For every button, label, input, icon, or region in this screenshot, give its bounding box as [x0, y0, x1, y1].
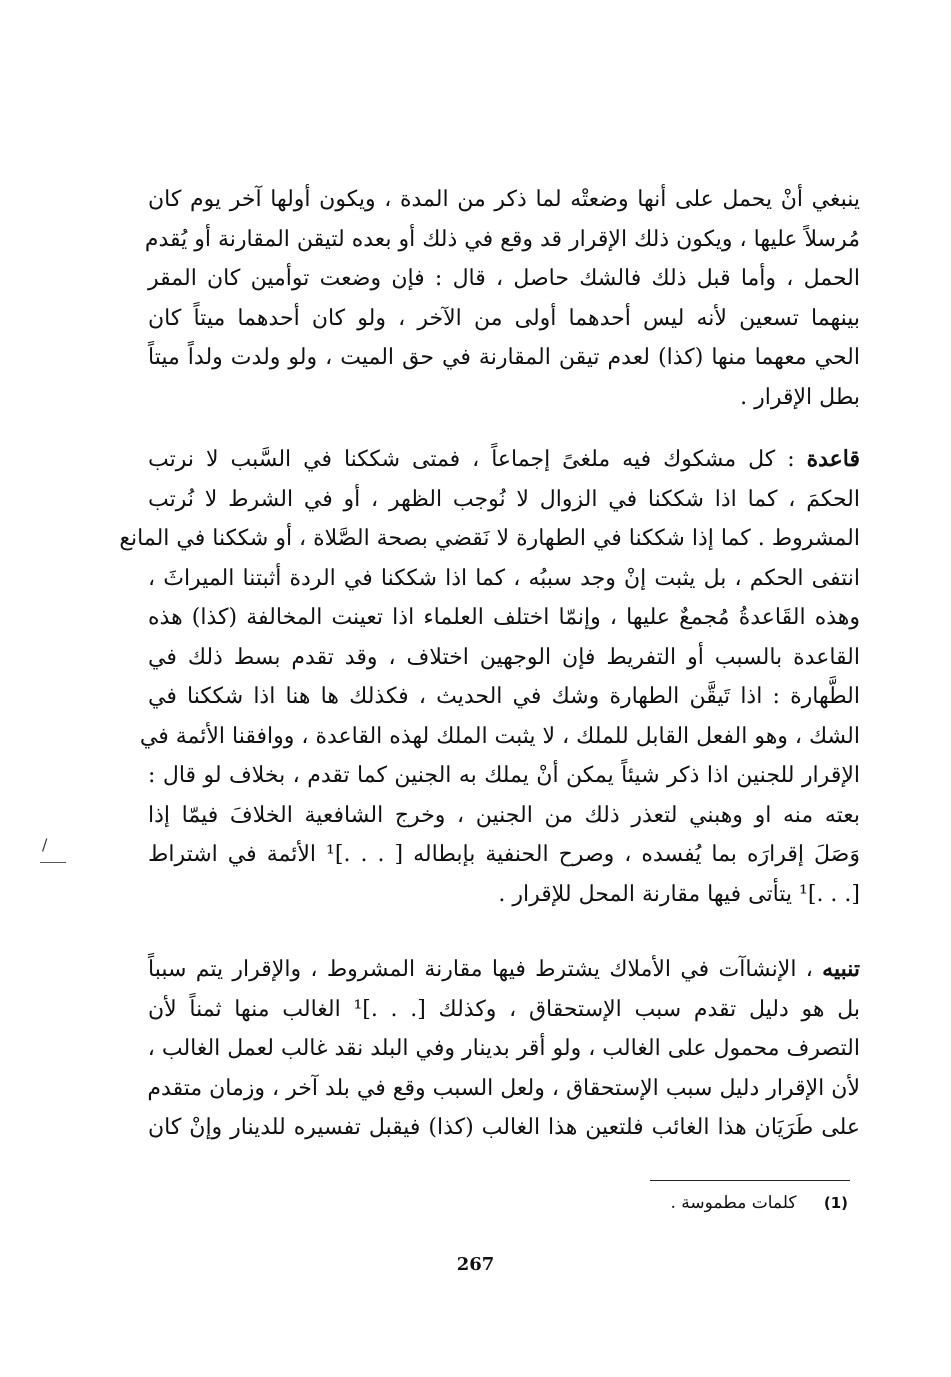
text-line: بينهما تسعين لأنه ليس أحدهما أولى من الآخر ، ولو كان أحدهما ميتاً كان	[148, 305, 860, 331]
text-line: بعته منه او وهبني لتعذر ذلك من الجنين ، وخرج الشافعية الخلافَ فيمّا إذا	[148, 802, 860, 828]
footnote	[500, 1193, 848, 1213]
text-line: بل هو دليل تقدم سبب الإستحقاق ، وكذلك [. . .]¹ الغالب منها ثمناً لأن	[148, 996, 860, 1022]
margin-line	[40, 862, 66, 863]
paragraph-3	[148, 950, 860, 1148]
text-line-lead	[148, 950, 860, 990]
text-line: وَصَلَ إقرارَه بما يُفسده ، وصرح الحنفية بإبطاله [ . . .]¹ الأئمة في اشتراط	[148, 842, 860, 867]
text-line: الطَّهارة : اذا تَيقَّن الطهارة وشك في الحديث ، فكذلك ها هنا اذا شككنا في	[148, 684, 860, 709]
lead-word-qaida: قاعدة	[806, 446, 860, 472]
footnote-text: كلمات مطموسة .	[670, 1193, 797, 1213]
text-line-rest: : كل مشكوك فيه ملغىً إجماعاً ، فمتى شككنا في السَّبب لا نرتب	[148, 447, 807, 472]
text-line: [. . .]¹ يتأتى فيها مقارنة المحل للإقرار .	[498, 881, 860, 907]
text-line-lead	[148, 440, 860, 480]
text-line: الحمل ، وأما قبل ذلك فالشك حاصل ، قال : فإن وضعت توأمين كان المقر	[148, 266, 860, 291]
paragraph-2	[119, 440, 860, 914]
text-line: مُرسلاً عليها ، ويكون ذلك الإقرار قد وقع في ذلك أو بعده لتيقن المقارنة أو يُقدم	[144, 226, 860, 252]
text-line: التصرف محمول على الغالب ، ولو أقر بدينار وفي البلد نقد غالب لعمل الغالب ،	[147, 1036, 860, 1061]
footnote-divider	[650, 1180, 850, 1181]
text-line: انتفى الحكم ، بل يثبت إنْ وجد سببُه ، كما اذا شككنا في الردة أثبتنا الميراثَ ،	[148, 565, 860, 591]
text-line: المشروط . كما إذا شككنا في الطهارة لا نَقضي بصحة الصَّلاة ، أو شككنا في المانع	[119, 526, 860, 551]
text-line: لأن الإقرار دليل سبب الإستحقاق ، ولعل السبب وقع في بلد آخر ، وزمان متقدم	[147, 1075, 860, 1101]
lead-word-tanbih: تنبيه	[822, 956, 860, 982]
paragraph-1	[144, 180, 860, 417]
text-line: الحي معهما منها (كذا) لعدم تيقن المقارنة في حق الميت ، ولو ولدت ولداً ميتاً	[148, 345, 860, 370]
text-line: وهذه القَاعدةُ مُجمعٌ عليها ، وإنمّا اختلف العلماء اذا تعينت المخالفة (كذا) هذه	[148, 605, 860, 630]
text-line: الحكمَ ، كما اذا شككنا في الزوال لا نُوجب الظهر ، أو في الشرط لا نُرتب	[148, 486, 860, 512]
text-line: الشك ، وهو الفعل القابل للملك ، لا يثبت الملك لهذه القاعدة ، ووافقنا الأئمة في	[139, 723, 860, 749]
text-line: على طَرَيَان هذا الغائب فلتعين هذا الغالب (كذا) فيقبل تفسيره للدينار وإنْ كان	[148, 1115, 860, 1140]
footnote-number: (1)	[823, 1194, 848, 1212]
text-line: الإقرار للجنين اذا ذكر شيئاً يمكن أنْ يملك به الجنين كما تقدم ، بخلاف لو قال :	[148, 763, 860, 788]
text-line: القاعدة بالسبب أو التفريط فإن الوجهين اختلاف ، وقد تقدم بسط ذلك في	[148, 644, 860, 670]
text-line: بطل الإقرار .	[740, 384, 860, 410]
text-line: ينبغي أنْ يحمل على أنها وضعتْه لما ذكر من المدة ، ويكون أولها آخر يوم كان	[148, 187, 860, 212]
margin-mark: /	[42, 835, 48, 854]
page-number: 267	[456, 1254, 495, 1275]
text-line-rest: ، الإنشاآت في الأملاك يشترط فيها مقارنة المشروط ، والإقرار يتم سبباً	[148, 957, 823, 982]
